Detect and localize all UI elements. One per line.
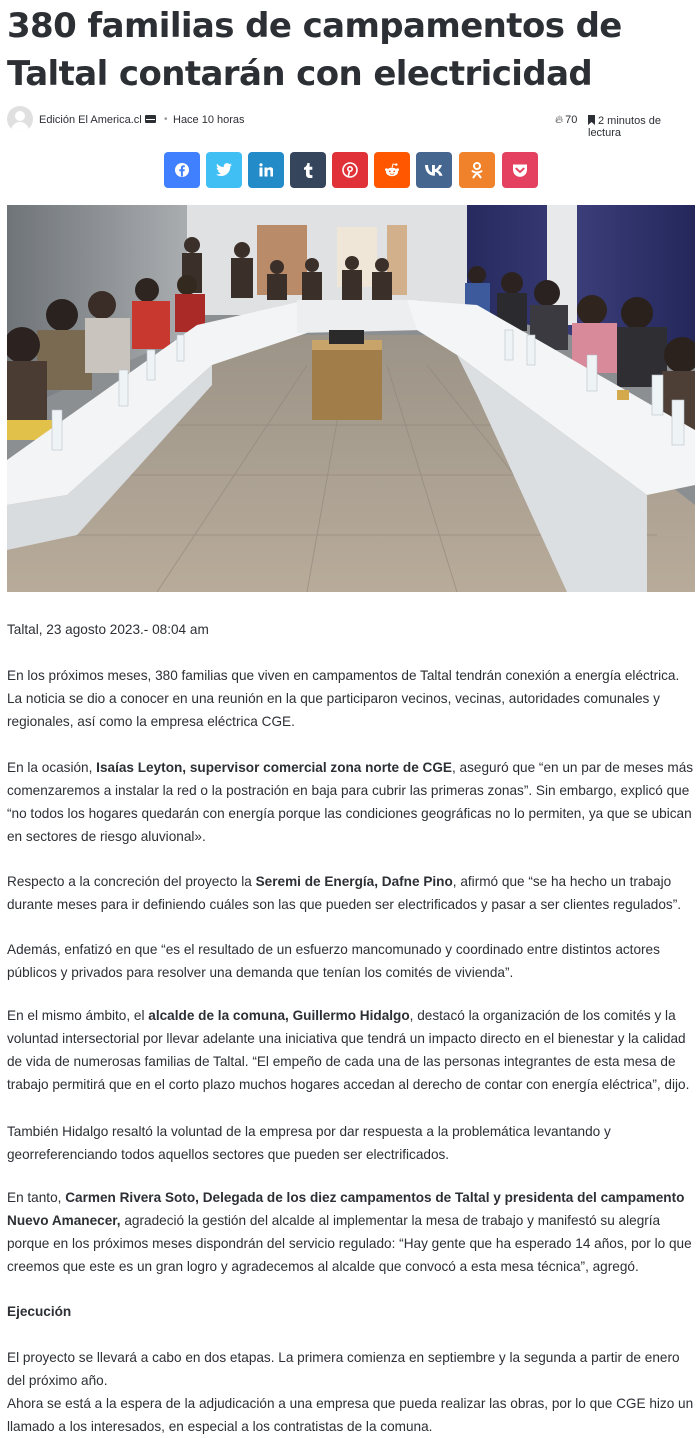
article-featured-image [7, 205, 695, 592]
paragraph [7, 1004, 695, 1096]
separator-dot: • [164, 114, 168, 125]
paragraph: También Hidalgo resaltó la voluntad de la empresa por dar respuesta a la problemática levantando y georreferenciando todos aquellos sectores que pueden ser electrificados. [7, 1124, 611, 1162]
section-subheading: Ejecución [7, 1304, 72, 1319]
paragraph-bold: Isaías Leyton, supervisor comercial zona norte de CGE [96, 760, 452, 775]
paragraph-bold: Carmen Rivera Soto, Delegada de los diez campamentos de Taltal y presidenta del campamento Nuevo Amanecer, [7, 1190, 685, 1228]
paragraph-text: , destacó la organización de los comités y la voluntad intersectorial por llevar adelante una iniciativa que tendrá un impacto directo en el bienestar y la calidad de vida de numerosas familias de Taltal. “El empeño de cada una de las personas integrantes de esta mesa de trabajo permitirá que en el corto plazo muchos hogares accedan al derecho de contar con energía eléctrica”, dijo. [7, 1008, 690, 1092]
paragraph: En los próximos meses, 380 familias que viven en campamentos de Taltal tendrán conexión a energía eléctrica. La noticia se dio a conocer en una reunión en la que participaron vecinos, vecinas, autoridades comunales y regionales, así como la empresa eléctrica CGE. [7, 668, 680, 729]
post-time: Hace 10 horas [173, 114, 245, 126]
paragraph-text: En la ocasión, [7, 760, 97, 775]
linkedin-icon [259, 163, 273, 177]
views-count [555, 114, 577, 127]
tumblr-icon [303, 163, 313, 178]
twitter-icon [216, 163, 232, 177]
reddit-share-button[interactable] [374, 152, 410, 188]
fire-icon: 🔥︎ [555, 114, 564, 126]
reading-time-value: 2 minutos de lectura [588, 115, 661, 139]
tumblr-share-button[interactable] [290, 152, 326, 188]
paragraph-bold: alcalde de la comuna, Guillermo Hidalgo [148, 1008, 410, 1023]
paragraph-bold: Seremi de Energía, Dafne Pino [255, 874, 453, 889]
author-name[interactable]: Edición El America.cl [39, 114, 142, 126]
paragraph: Además, enfatizó en que “es el resultado de un esfuerzo mancomunado y coordinado entre distintos actores públicos y privados para resolver una demanda que tenían los comités de vivienda”. [7, 942, 660, 980]
paragraph [7, 870, 695, 916]
article-title: 380 familias de campamentos de Taltal contarán con electricidad [7, 6, 622, 94]
post-meta [7, 105, 695, 139]
paragraph-text: , afirmó que “se ha hecho un trabajo durante meses para ir definiendo cuáles son las que pueden ser electrificados y pasar a ser clientes regulados”. [7, 874, 682, 912]
paragraph: Ahora se está a la espera de la adjudicación a una empresa que pueda realizar las obras, por lo que CGE hizo un llamado a los interesados, en especial a los contratistas de la comuna. [7, 1396, 694, 1434]
odnoklassniki-icon [471, 162, 483, 179]
linkedin-share-button[interactable] [248, 152, 284, 188]
paragraph-text: , aseguró que “en un par de meses más comenzaremos a instalar la red o la postración en baja para cubrir las primeras zonas”. Sin embargo, explicó que “no todos los hogares quedarán con energía porque las condiciones geográficas no lo permiten, ya que se ubican en sectores de riesgo aluvional». [7, 760, 694, 844]
dateline: Taltal, 23 agosto 2023.- 08:04 am [7, 622, 209, 637]
reddit-icon [384, 163, 400, 177]
paragraph-text: Respecto a la concreción del proyecto la [7, 874, 256, 889]
pocket-share-button[interactable] [502, 152, 538, 188]
pinterest-icon [342, 162, 358, 178]
pinterest-share-button[interactable] [332, 152, 368, 188]
pocket-icon [512, 163, 528, 178]
paragraph-text: En el mismo ámbito, el [7, 1008, 149, 1023]
views-value: 70 [565, 114, 578, 126]
facebook-share-button[interactable] [164, 152, 200, 188]
paragraph [7, 1186, 695, 1278]
paragraph-text: agradeció la gestión del alcalde al implementar la mesa de trabajo y manifestó su alegría porque en los próximos meses dispondrán del servicio regulado: “Hay gente que ha esperado 14 años, por lo que creemos que este es un gran logro y agradecemos al alcalde que convocó a esta mesa técnica”, agregó. [7, 1213, 692, 1274]
vk-icon [425, 165, 443, 176]
share-buttons [0, 152, 700, 188]
facebook-icon [174, 162, 190, 178]
paragraph: El proyecto se llevará a cabo en dos etapas. La primera comienza en septiembre y la segunda a partir de enero del próximo año. [7, 1350, 680, 1388]
envelope-icon[interactable] [145, 115, 156, 123]
odnoklassniki-share-button[interactable] [459, 152, 495, 188]
twitter-share-button[interactable] [206, 152, 242, 188]
vk-share-button[interactable] [416, 152, 452, 188]
bookmark-icon [588, 115, 595, 125]
reading-time [588, 114, 695, 139]
author-avatar[interactable] [7, 106, 33, 132]
paragraph-text: En tanto, [7, 1190, 66, 1205]
paragraph [7, 756, 695, 848]
